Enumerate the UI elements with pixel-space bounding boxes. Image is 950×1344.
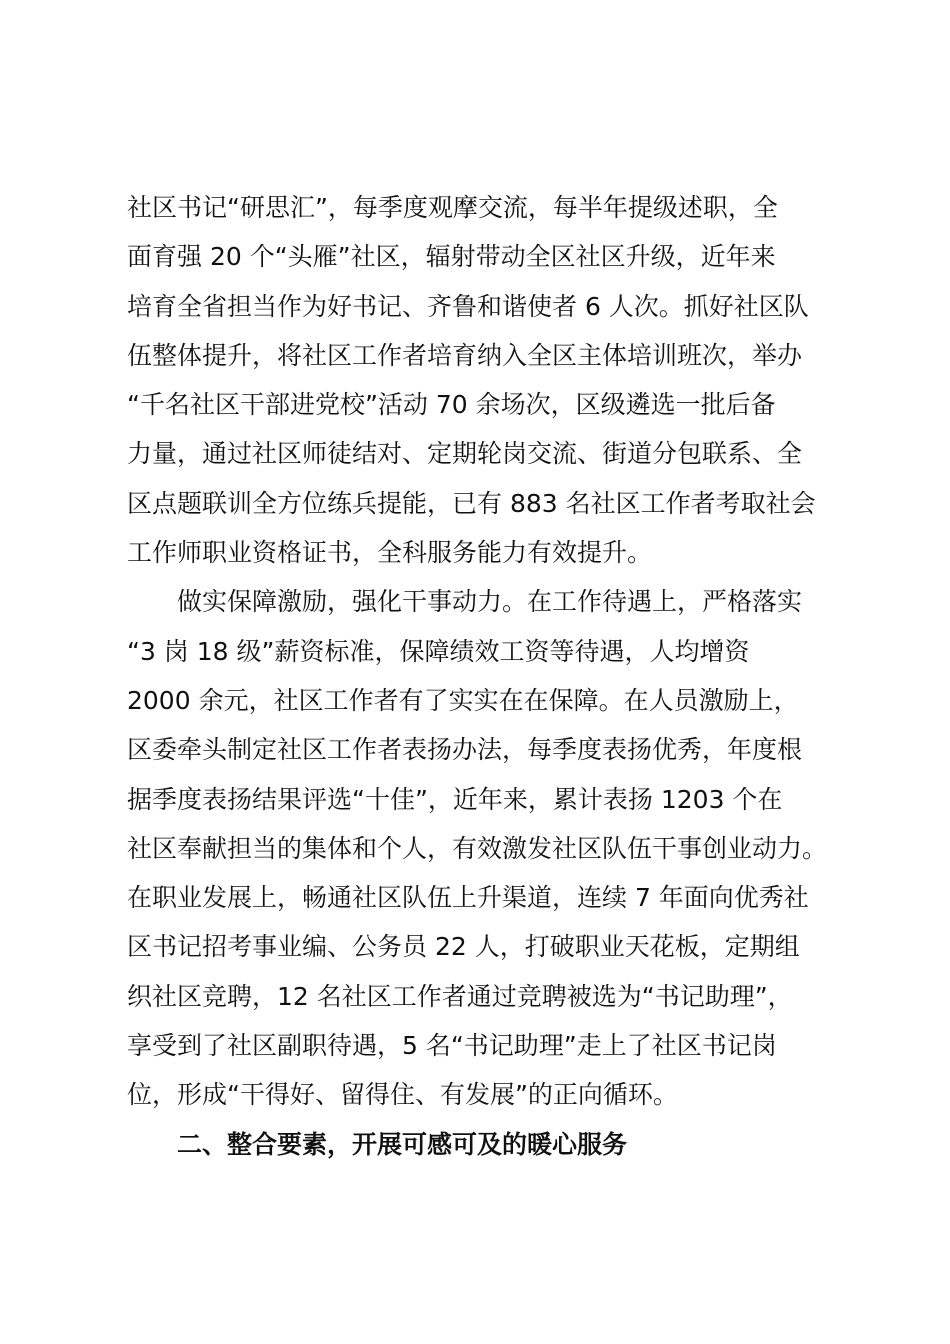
paragraph-line: 位，形成“干得好、留得住、有发展”的正向循环。 [127,1080,678,1110]
paragraph-line: 做实保障激励，强化干事动力。在工作待遇上，严格落实 [177,587,803,617]
paragraph-line: 工作师职业资格证书，全科服务能力有效提升。 [127,538,653,568]
paragraph-line: 伍整体提升，将社区工作者培育纳入全区主体培训班次，举办 [127,340,803,370]
section-heading: 二、整合要素，开展可感可及的暖心服务 [177,1129,628,1159]
paragraph-line: 社区书记“研思汇”，每季度观摩交流，每半年提级述职，全 [127,193,778,222]
paragraph-line: 在职业发展上，畅通社区队伍上升渠道，连续 7 年面向优秀社 [127,883,809,913]
paragraph-line: “3 岗 18 级”薪资标准，保障绩效工资等待遇，人均增资 [127,636,750,666]
document-body [127,183,833,1169]
paragraph-line: 区书记招考事业编、公务员 22 人，打破职业天花板，定期组 [127,932,800,962]
paragraph-line: 力量，通过社区师徒结对、定期轮岗交流、街道分包联系、全 [127,439,803,469]
paragraph-line: 社区奉献担当的集体和个人，有效激发社区队伍干事创业动力。 [127,833,828,863]
paragraph-line: “千名社区干部进党校”活动 70 余场次，区级遴选一批后备 [127,390,776,420]
paragraph-2 [127,577,833,1119]
paragraph-line: 区委牵头制定社区工作者表扬办法，每季度表扬优秀，年度根 [127,735,803,765]
paragraph-line: 面育强 20 个“头雁”社区，辐射带动全区社区升级，近年来 [127,242,776,272]
paragraph-line: 享受到了社区副职待遇，5 名“书记助理”走上了社区书记岗 [127,1031,777,1061]
paragraph-line: 据季度表扬结果评选“十佳”，近年来，累计表扬 1203 个在 [127,784,783,814]
paragraph-line: 培育全省担当作为好书记、齐鲁和谐使者 6 人次。抓好社区队 [127,291,809,321]
paragraph-1 [127,183,833,577]
paragraph-line: 区点题联训全方位练兵提能，已有 883 名社区工作者考取社会 [127,488,816,518]
paragraph-line: 2000 余元，社区工作者有了实实在在保障。在人员激励上， [127,685,799,715]
paragraph-line: 织社区竞聘，12 名社区工作者通过竞聘被选为“书记助理”， [127,981,793,1011]
